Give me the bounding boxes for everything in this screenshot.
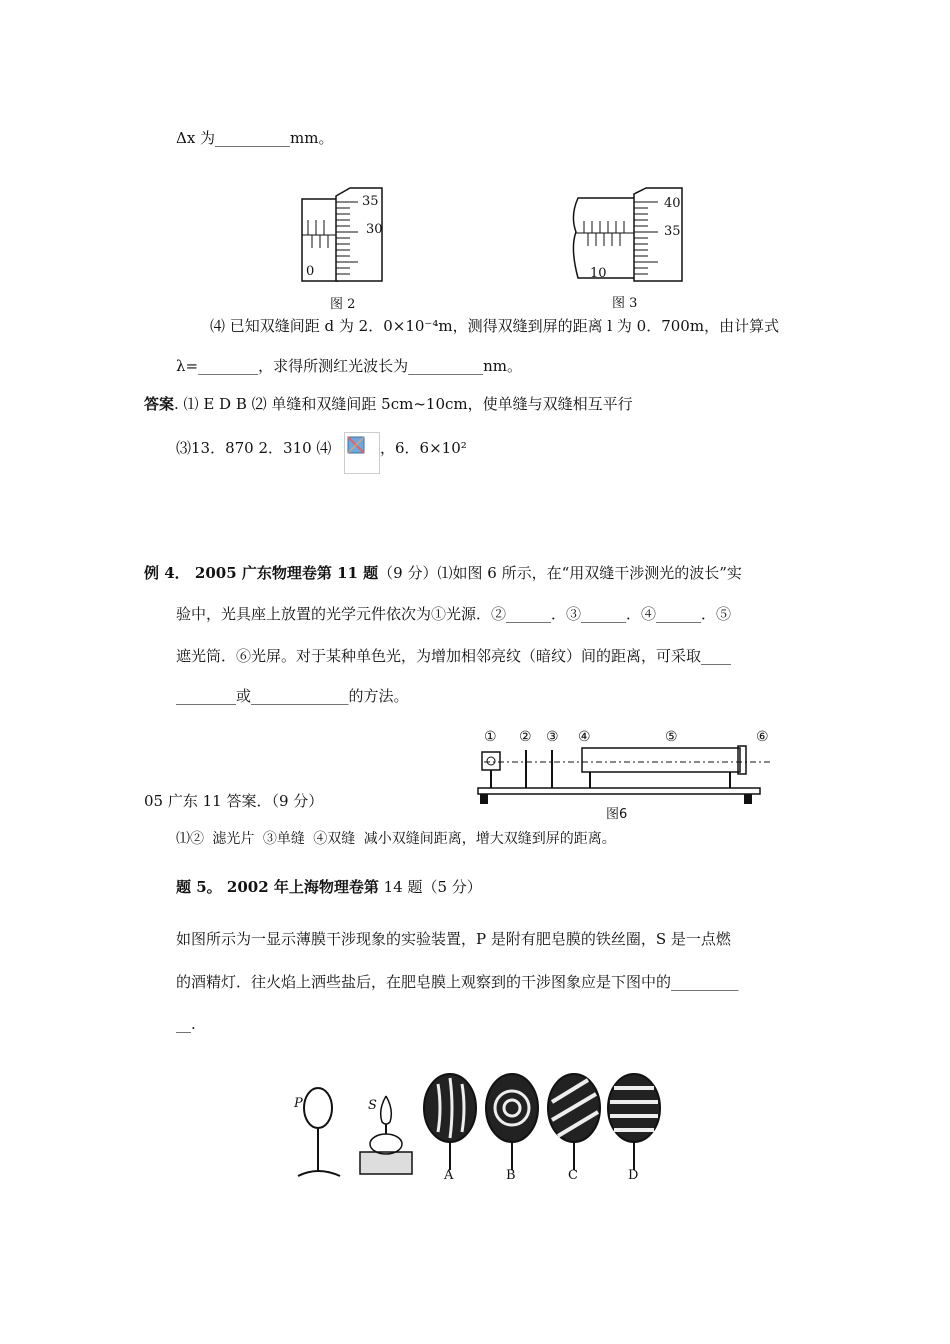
q5-line2: 的酒精灯．往火焰上洒些盐后，在肥皂膜上观察到的干涉图象应是下图中的_________: [176, 973, 739, 991]
option-d-film: [608, 1074, 660, 1170]
fig2-zero: 0: [306, 264, 315, 279]
q5-title-rest: 14 题（5 分）: [378, 878, 482, 896]
example4-answer-line: ⑴② 滤光片 ③单缝 ④双缝 减小双缝间距离，增大双缝到屏的距离。: [176, 831, 616, 847]
broken-image-icon: [345, 433, 379, 473]
fig3-ten: 10: [590, 266, 607, 281]
fig6-label-4: ④: [578, 729, 591, 745]
q5-title: 题 5。 2002 年上海物理卷第: [176, 878, 379, 896]
example4-line2: 验中，光具座上放置的光学元件依次为①光源．②______．③______．④______．⑤: [176, 605, 732, 623]
q5-title-line: [176, 877, 482, 897]
example4-title: 例 4． 2005 广东物理卷第 11 题: [144, 564, 379, 582]
option-a-film: [424, 1074, 476, 1170]
q5-label-p: P: [294, 1096, 303, 1111]
fig3-tick-40: 40: [664, 196, 681, 211]
fig6-caption: 图6: [606, 807, 628, 822]
fig3-tick-35: 35: [664, 224, 681, 239]
fig2-tick-30: 30: [366, 222, 383, 237]
q5-option-b: B: [506, 1168, 516, 1183]
q5-option-a: A: [444, 1168, 454, 1183]
fig2-tick-35: 35: [362, 194, 379, 209]
q5-line3: __.: [176, 1015, 196, 1033]
answer-line2a: ⑶13．870 2．310 ⑷: [176, 439, 332, 457]
fig6-label-3: ③: [546, 729, 559, 745]
part4-line1: ⑷ 已知双缝间距 d 为 2．0×10⁻⁴m，测得双缝到屏的距离 l 为 0．700m，由计算式: [210, 317, 780, 335]
fig6-label-2: ②: [519, 729, 532, 745]
formula-image-thumbnail: [344, 432, 380, 474]
part4-line2: λ=________，求得所测红光波长为__________nm。: [176, 357, 522, 375]
example4-line1: [144, 563, 742, 583]
q5-option-c: C: [568, 1168, 578, 1183]
answer-label: 答案: [144, 395, 175, 413]
fig6-label-5: ⑤: [665, 729, 678, 745]
option-c-film: [548, 1074, 600, 1170]
example4-line4: ________或_____________的方法。: [176, 687, 409, 705]
fig2-caption: 图 2: [330, 297, 356, 312]
q5-label-s: S: [368, 1098, 377, 1113]
example4-line1-rest: （9 分）⑴如图 6 所示，在“用双缝干涉测光的波长”实: [378, 564, 742, 582]
example4-line3: 遮光筒．⑥光屏。对于某种单色光，为增加相邻亮纹（暗纹）间的距离，可采取____: [176, 647, 732, 665]
q5-line1: 如图所示为一显示薄膜干涉现象的实验装置，P 是附有肥皂膜的铁丝圈，S 是一点燃: [176, 930, 731, 948]
soap-film-figure: [294, 1066, 668, 1190]
q5-option-d: D: [628, 1168, 639, 1183]
answer-line1: [144, 394, 633, 414]
answer-line2b: ，6．6×10²: [380, 439, 467, 457]
dx-blank-line: Δx 为__________mm。: [176, 129, 334, 147]
fig6-label-1: ①: [484, 729, 497, 745]
example4-answer-label: 05 广东 11 答案．（9 分）: [144, 792, 324, 810]
option-b-film: [486, 1074, 538, 1170]
fig6-label-6: ⑥: [756, 729, 769, 745]
answer-line1-text: . ⑴ E D B ⑵ 单缝和双缝间距 5cm~10cm，使单缝与双缝相互平行: [174, 395, 633, 413]
fig3-caption: 图 3: [612, 296, 638, 311]
